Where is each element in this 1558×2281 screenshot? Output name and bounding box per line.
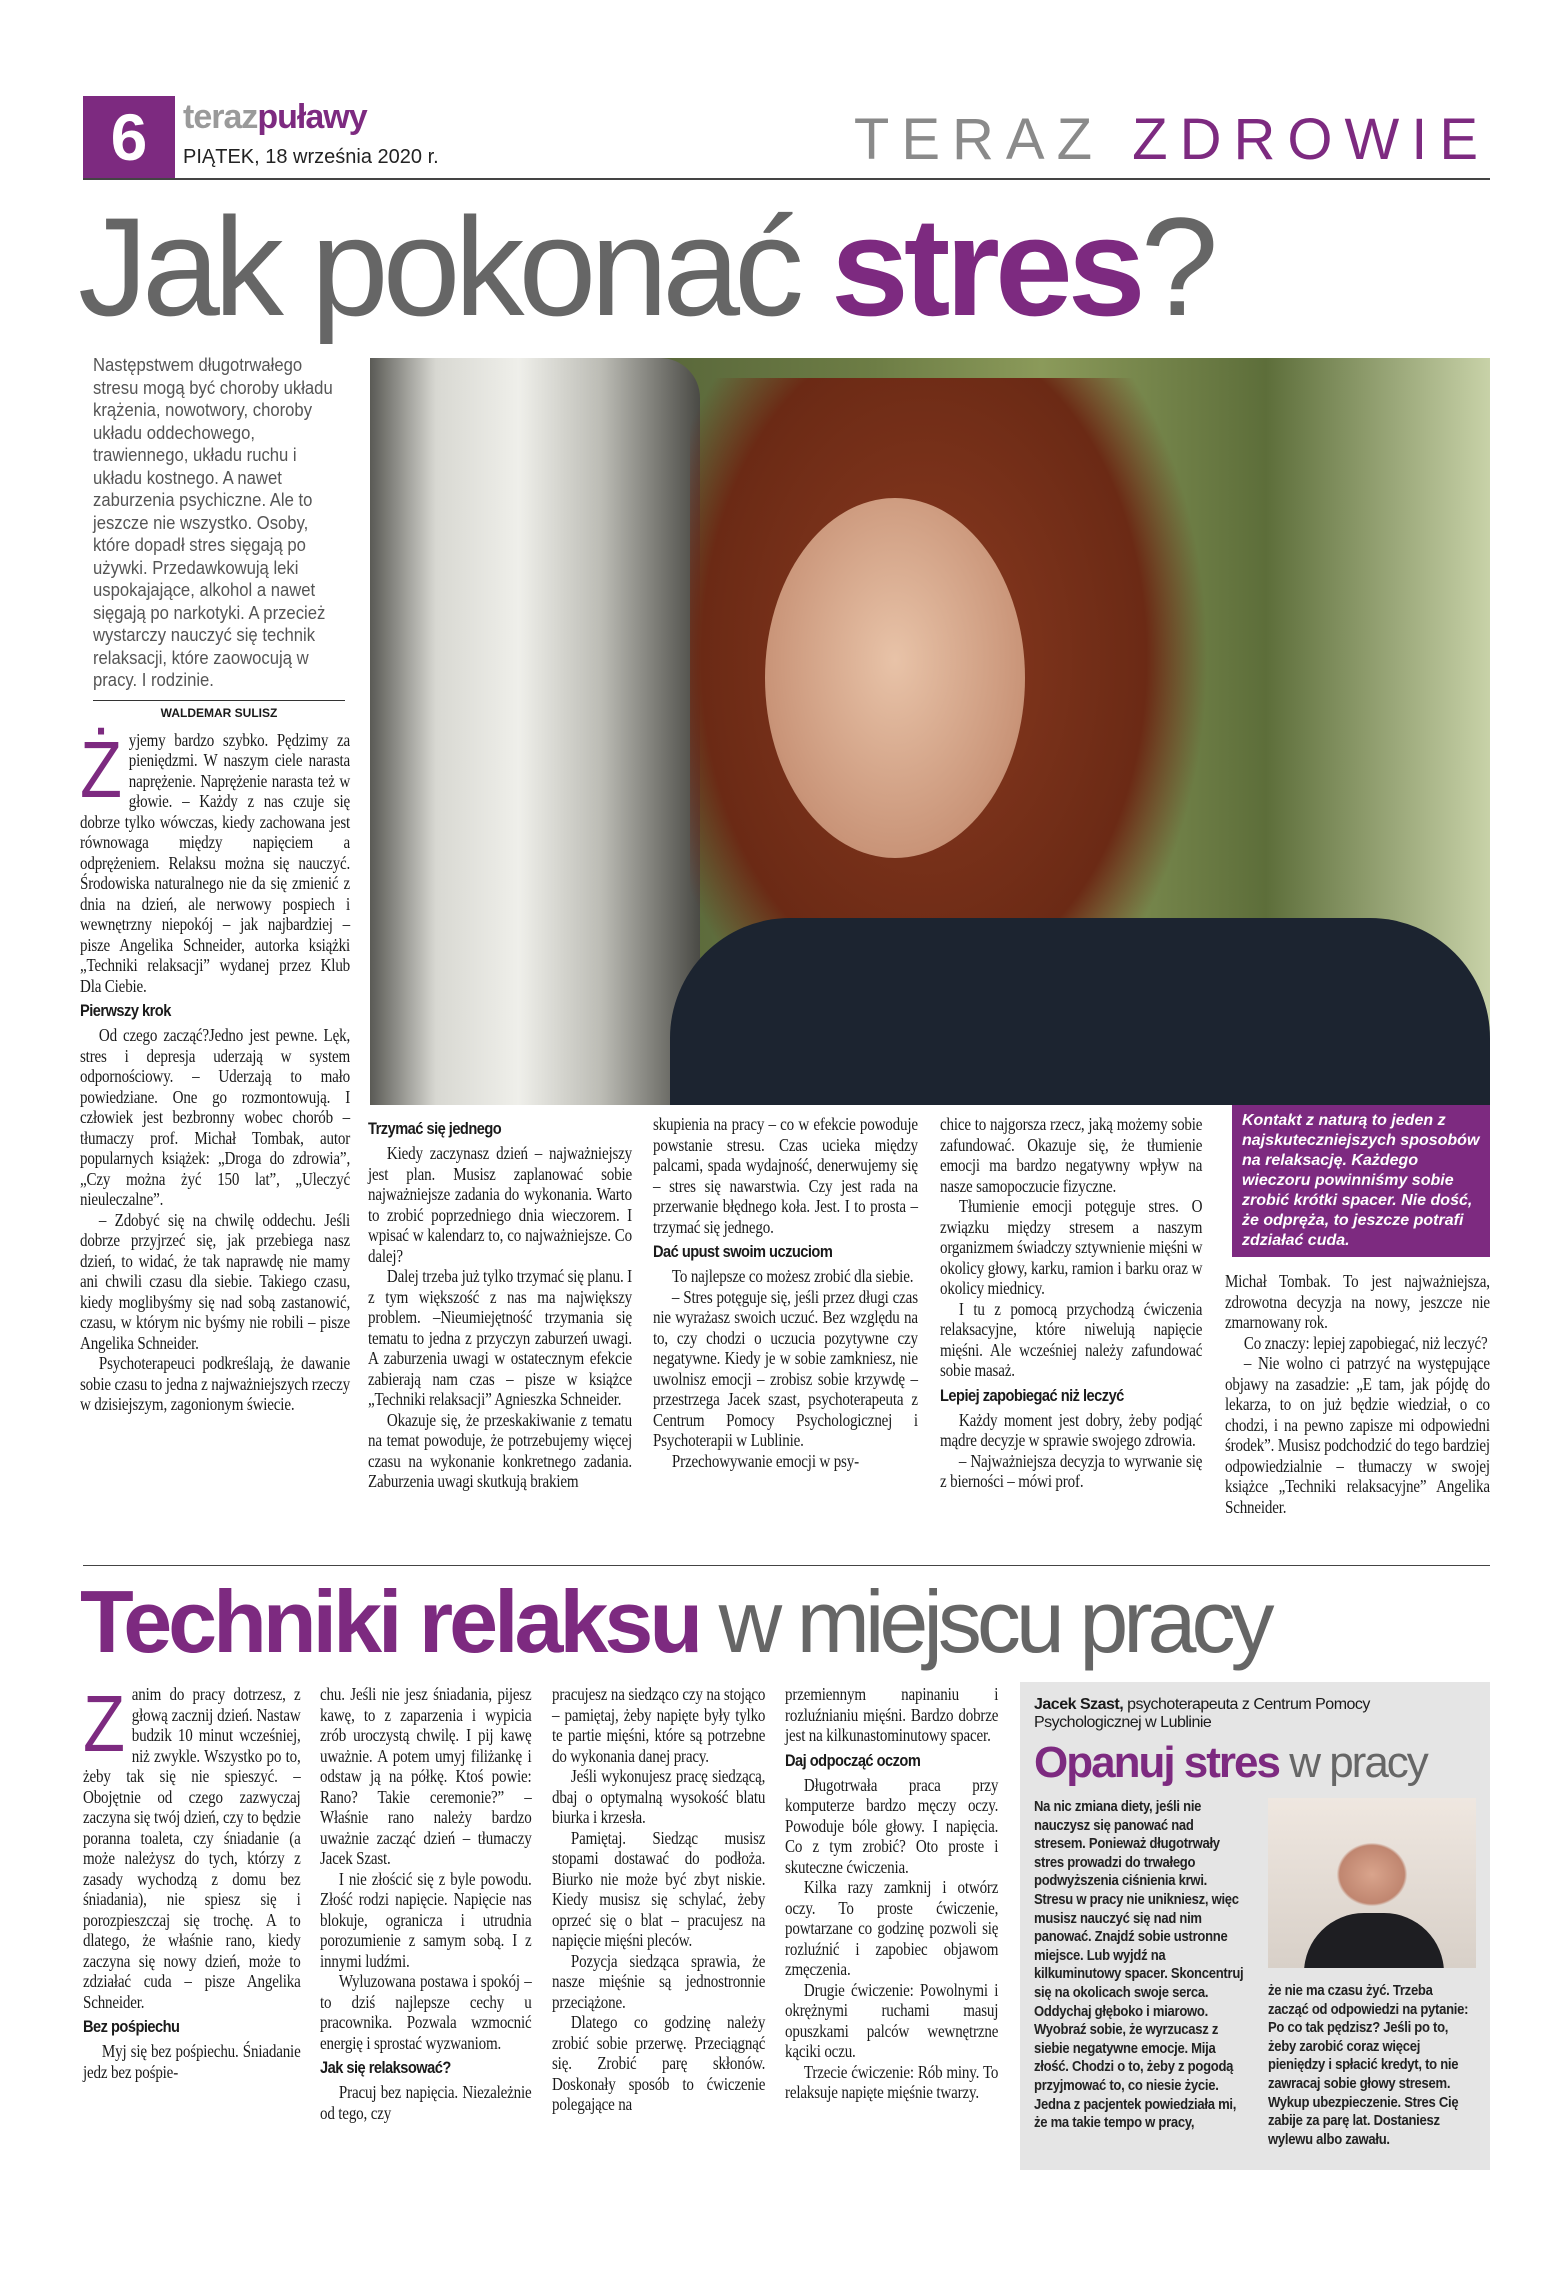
article2-column-4 xyxy=(785,1684,998,2103)
paragraph xyxy=(320,1869,532,1972)
article2-column-2 xyxy=(320,1684,532,2123)
text: Tłumienie emocji potęguje stres. O związku między stresem a naszym organizmem świadczy sztywnienie mięśni w okolicy głowy, karku, ramion i barku oraz w okolicy miednicy. xyxy=(940,1196,1203,1298)
sidebar-body xyxy=(1034,1798,1476,2149)
paragraph xyxy=(80,724,351,997)
paragraph xyxy=(940,1451,1202,1492)
article-column-5 xyxy=(1225,1271,1490,1517)
text: skupienia na pracy – co w efekcie powoduje powstanie stresu. Czas ucieka między palcami, spada wydajność, denerwujemy się – stres się nawarstwia. Czy jest rada na przerwanie błędnego koła. Jest. I to prosta – trzymać się jednego. xyxy=(653,1114,918,1237)
page-number: 6 xyxy=(83,96,175,178)
sidebar-title-keyword: Opanuj stres xyxy=(1034,1738,1279,1787)
paragraph xyxy=(940,1114,1202,1196)
expert-portrait xyxy=(1268,1798,1476,1968)
text: Psychoterapeuci podkreślają, że dawanie sobie czasu to jedna z najważniejszych rzeczy w dzisiejszym, zagonionym świecie. xyxy=(80,1353,351,1414)
text: Przechowywanie emocji w psy- xyxy=(671,1450,859,1471)
subheading xyxy=(940,1386,1202,1406)
text: Jeśli wykonujesz pracę siedzącą, dbaj o optymalną wysokość blatu biurka i krzesła. xyxy=(552,1766,766,1827)
paragraph xyxy=(1225,1271,1490,1333)
right-column xyxy=(1225,1105,1490,1517)
paragraph xyxy=(552,1766,765,1828)
second-headline xyxy=(80,1574,1270,1670)
drop-cap: Ż xyxy=(80,724,122,814)
text: – Stres potęguje się, jeśli przez długi czas nie wyrażasz swoich uczuć. Bez względu na to, czy chodzi o uczucia pozytywne czy negatywne. Kiedy je w sobie zamkniesz, nie uwolnisz emocji – zrobisz sobie krzywdę – przestrzega Jacek szast, psychoterapeuta z Centrum Pomocy Psychologicznej i Psychoterapii w Lublinie. xyxy=(653,1286,918,1450)
text: Kilka razy zamknij i otwórz oczy. To proste ćwiczenie, powtarzane co godzinę pozwoli się rozluźnić i zapobiec objawom zmęczenia. xyxy=(785,1877,999,1979)
text: Długotrwała praca przy komputerze bardzo męczy oczy. Powoduje bóle głowy. I napięcia. Co z tym zrobić? Oto proste i skuteczne ćwiczenia. xyxy=(785,1774,999,1877)
face xyxy=(765,498,1025,858)
paragraph xyxy=(552,1828,765,1951)
subheading xyxy=(80,1001,350,1021)
sidebar-title-rest: w pracy xyxy=(1278,1738,1427,1787)
second-headline-rest: w miejscu pracy xyxy=(699,1572,1270,1671)
paragraph xyxy=(785,1980,998,2062)
text: – Nie wolno ci patrzyć na występujące objawy na zasadzie: „E tam, jak pójdę do lekarza, to on już będzie wiedział, o co chodzi, i na pewno zapisze mi odpowiedni środek”. Musisz podchodzić do tego bardziej odpowiedzialnie – tłumaczy w swojej książce „Techniki relaksacyjne” Angelika Schneider. xyxy=(1225,1353,1490,1517)
text: Od czego zacząć?Jedno jest pewne. Lęk, stres i depresja uderzają w system odpornościowy. – Uderzają to mało powiedziane. One go rozmontowują. I człowiek jest bezbronny wobec chorób – tłumaczy prof. Michał Tombak, autor popularnych książek: „Droga do zdrowia”, „Czy można żyć 150 lat”, „Uleczyć nieuleczalne”. xyxy=(80,1025,351,1209)
newspaper-logo xyxy=(183,98,367,137)
sidebar-right xyxy=(1268,1798,1476,2149)
text: chice to najgorsza rzecz, jaką możemy sobie zafundować. Okazuje się, że tłumienie emocji ma bardzo negatywny wpływ na nasze samopoczucie fizyczne. xyxy=(940,1114,1203,1196)
article-photo xyxy=(370,358,1490,1105)
text: Pozycja siedząca sprawia, że nasze mięśnie są jednostronnie przeciążone. xyxy=(552,1950,766,2012)
text: Pierwszy krok xyxy=(80,1001,171,1020)
paragraph xyxy=(320,2082,532,2123)
left-column xyxy=(80,354,350,1415)
subheading xyxy=(83,2017,301,2037)
paragraph xyxy=(368,1143,632,1266)
article2-column-3 xyxy=(552,1684,765,2115)
text: Pracuj bez napięcia. Niezależnie od tego, czy xyxy=(320,2082,532,2123)
text: Drugie ćwiczenie: Powolnymi i okrężnymi ruchami masuj opuszkami palców wewnętrzne kąciki oczu. xyxy=(785,1979,999,2061)
paragraph xyxy=(940,1410,1202,1451)
sidebar-left xyxy=(1034,1798,1246,2149)
headline-part1: Jak pokonać xyxy=(78,188,831,345)
text: Dać upust swoim uczuciom xyxy=(653,1242,833,1261)
text: yjemy bardzo szybko. Pędzimy za pieniędzmi. W naszym ciele narasta naprężenie. Naprężenie narasta też w głowie. – Każdy z nas czuje się dobrze tylko wówczas, kiedy zachowana jest równowaga między napięciem a odprężeniem. Relaksu można się nauczyć. Środowiska naturalnego nie da się zmienić z dnia na dzień, ale nerwowy pospiech i wewnętrzny niepokój – jak najbardziej – pisze Angelika Schneider, autorka książki „Techniki relaksacji” wydanej przez Klub Dla Ciebie. xyxy=(80,729,351,996)
paragraph xyxy=(653,1266,918,1287)
text: – Najważniejsza decyzja to wyrwanie się z bierności – mówi prof. xyxy=(940,1450,1203,1491)
paragraph xyxy=(552,1684,765,1766)
headline-keyword: stres xyxy=(830,188,1141,345)
subheading xyxy=(320,2058,532,2078)
text: pracujesz na siedząco czy na stojąco – pamiętaj, żeby napięte były tylko te partie mięśni, które są potrzebne do wykonania danej pracy. xyxy=(552,1684,766,1766)
second-headline-keyword: Techniki relaksu xyxy=(80,1572,700,1671)
section-title xyxy=(854,106,1490,173)
text: Trzecie ćwiczenie: Rób miny. To relaksuje napięte mięśnie twarzy. xyxy=(785,2061,999,2102)
paragraph xyxy=(80,1210,350,1354)
paragraph xyxy=(368,1410,632,1492)
jacket xyxy=(1304,1913,1444,1968)
paragraph xyxy=(785,2062,998,2103)
text: przemiennym napinaniu i rozluźnianiu mięśni. Bardzo dobrze jest na kilkunastominutowy spacer. xyxy=(785,1684,999,1745)
paragraph xyxy=(653,1451,918,1472)
text: I tu z pomocą przychodzą ćwiczenia relaksacyjne, które niwelują napięcie mięśni. Ale wcześniej należy zafundować sobie masaż. xyxy=(940,1298,1203,1380)
text: To najlepsze co możesz zrobić dla siebie. xyxy=(671,1266,914,1286)
author-byline: WALDEMAR SULISZ xyxy=(93,700,345,720)
text: Dalej trzeba już tylko trzymać się planu. I z tym większość z nas ma największy problem. –Nieumiejętność trzymania się tematu to jedna z przyczyn zaburzeń uwagi. A zaburzenia uwagi w ostatecznym efekcie zabierają nam czas – pisze w książce „Techniki relaksacji” Agnieszka Schneider. xyxy=(368,1266,633,1409)
text: anim do pracy dotrzesz, z głową zacznij dzień. Nastaw budzik 10 minut wcześniej, niż zwykle. Wszystko po to, żeby tak się nie spieszyć. – Obojętnie od czego zazwyczaj zaczyna się twój dzień, czy to będzie poranna toaleta, czy śniadanie (a może należysz do tych, którzy z zasady wychodzą z domu bez śniadania), nie spiesz się i porozpieszczaj się trochę. A to dlatego, że właśnie rano, kiedy zaczyna się nowy dzień, może to zdziałać cuda – pisze Angelika Schneider. xyxy=(83,1684,301,2012)
shirt xyxy=(670,918,1490,1105)
article-column-2 xyxy=(368,1114,632,1492)
paragraph xyxy=(368,1266,632,1410)
headline-part3: ? xyxy=(1140,188,1213,345)
paragraph xyxy=(80,1025,350,1210)
paragraph xyxy=(653,1114,918,1237)
paragraph xyxy=(1225,1333,1490,1354)
logo-part1: teraz xyxy=(183,98,258,136)
subheading xyxy=(653,1242,918,1262)
drop-cap: Z xyxy=(83,1679,125,1768)
paragraph xyxy=(785,1877,998,1980)
text: Trzymać się jednego xyxy=(368,1119,502,1138)
section-divider xyxy=(83,1565,1490,1566)
expert-name: Jacek Szast, xyxy=(1034,1696,1124,1713)
text: Michał Tombak. To jest najważniejsza, zdrowotna decyzja na nowy, jeszcze nie zmarnowany rok. xyxy=(1225,1271,1490,1332)
expert-byline xyxy=(1034,1696,1476,1732)
paragraph xyxy=(653,1287,918,1451)
paragraph xyxy=(80,1353,350,1415)
paragraph xyxy=(320,1684,532,1869)
paragraph xyxy=(940,1196,1202,1299)
birch-trunk xyxy=(370,358,700,1105)
paragraph xyxy=(940,1299,1202,1381)
text: Kiedy zaczynasz dzień – najważniejszy jest plan. Musisz zaplanować sobie najważniejsze zadania do wykonania. Warto to zrobić poprzedniego dnia wieczorem. I wpisać w kalendarz to, co najważniejsze. Co dalej? xyxy=(368,1143,633,1266)
section-part2: ZDROWIE xyxy=(1132,107,1490,172)
paragraph xyxy=(83,2041,301,2082)
logo-part2: puławy xyxy=(257,98,367,136)
paragraph xyxy=(320,1971,532,2053)
expert-role: psychoterapeuta z Centrum Pomocy Psychologicznej w Lublinie xyxy=(1034,1696,1370,1731)
paragraph xyxy=(552,1951,765,2013)
article-column-1 xyxy=(80,724,351,1415)
text: Co znaczy: lepiej zapobiegać, niż leczyć? xyxy=(1243,1332,1488,1353)
text: Wyluzowana postawa i spokój – to dziś najlepsze cechy u pracownika. Pozwala wzmocnić energię i sprostać wyzwaniom. xyxy=(320,1971,532,2053)
text: chu. Jeśli nie jesz śniadania, pijesz kawę, to z zaparzenia i wypicia zrób uroczystą chwilę. I pij kawę uważnie. A potem umyj filiżankę i odstaw ją na półkę. Ktoś powie: Rano? Takie ceremonie?” – Właśnie rano należy bardzo uważnie zacząć dzień – tłumaczy Jacek Szast. xyxy=(320,1684,532,1868)
sidebar-title xyxy=(1034,1736,1476,1790)
header-rule xyxy=(83,178,1490,180)
paragraph xyxy=(1225,1353,1490,1517)
article2-column-1 xyxy=(83,1679,301,2082)
text: I nie złościć się z byle powodu. Złość rodzi napięcie. Napięcie nas blokuje, ogranicza i utrudnia porozumienie z samym sobą. I z innymi ludźmi. xyxy=(320,1868,532,1971)
text: Każdy moment jest dobry, żeby podjąć mądre decyzje w sprawie swojego zdrowia. xyxy=(940,1409,1203,1450)
sidebar-text-right: że nie ma czasu żyć. Trzeba zacząć od odpowiedzi na pytanie: Po co tak pędzisz? Jeśli po to, żeby zarobić coraz więcej pieniędzy i spłacić kredyt, to nie zawracaj sobie głowy stresem. Wykup ubezpieczenie. Stres Cię zabije za parę lat. Dostaniesz wylewu albo zawału. xyxy=(1268,1983,1469,2148)
text: Okazuje się, że przeskakiwanie z tematu na temat powoduje, że potrzebujemy więcej czasu na wykonanie konkretnego zadania. Zaburzenia uwagi skutkują brakiem xyxy=(368,1409,633,1491)
article-headline xyxy=(78,188,1213,345)
issue-date: PIĄTEK, 18 września 2020 r. xyxy=(183,146,439,168)
text: Myj się bez pośpiechu. Śniadanie jedz bez pośpie- xyxy=(83,2041,301,2082)
text: Jak się relaksować? xyxy=(320,2058,451,2077)
paragraph xyxy=(83,1679,301,2012)
photo-caption: Kontakt z naturą to jeden z najskuteczniejszych sposobów na relaksację. Każdego wieczoru powinniśmy sobie zrobić krótki spacer. Nie dość, że odpręża, to jeszcze potrafi zdziałać cuda. xyxy=(1232,1105,1490,1257)
paragraph xyxy=(785,1684,998,1746)
section-part1: TERAZ xyxy=(853,107,1105,172)
article-column-3 xyxy=(653,1114,918,1471)
text: – Zdobyć się na chwilę oddechu. Jeśli dobrze przyjrzeć się, jak przebiega nasz dzień, to widać, że tak naprawdę nie mamy ani chwili czasu dla siebie. Takiego czasu, kiedy moglibyśmy się nad sobą zastanowić, czasu, w którym nic byśmy nie robili – pisze Angelika Schneider. xyxy=(80,1209,351,1353)
paragraph xyxy=(785,1775,998,1878)
paragraph xyxy=(552,2012,765,2115)
expert-sidebar xyxy=(1020,1682,1490,2170)
subheading xyxy=(368,1119,632,1139)
article-lead: Następstwem długotrwałego stresu mogą być choroby układu krążenia, nowotwory, choroby układu oddechowego, trawiennego, układu ruchu i układu kostnego. A nawet zaburzenia psychiczne. Ale to jeszcze nie wszystko. Osoby, które dopadł stres sięgają po używki. Przedawkowują leki uspokajające, alkohol a nawet sięgają po narkotyki. A przecież wystarczy nauczyć się technik relaksacji, które zaowocują w pracy. I rodzinie. xyxy=(93,354,333,690)
text: Lepiej zapobiegać niż leczyć xyxy=(940,1385,1124,1405)
sidebar-text-left: Na nic zmiana diety, jeśli nie nauczysz się panować nad stresem. Ponieważ długotrwały stres prowadzi do trwałego podwyższenia ciśnienia krwi. Stresu w pracy nie unikniesz, więc musisz nauczyć się nad nim panować. Znajdź sobie ustronne miejsce. Lub wyjdź na kilkuminutowy spacer. Skoncentruj się na okolicach swoje serca. Oddychaj głęboko i miarowo. Wyobraź sobie, że wyrzucasz z siebie negatywne emocje. Mija złość. Chodzi o to, żeby z pogodą przyjmować to, co niesie życie. Jedna z pacjentek powiedziała mi, że ma takie tempo w pracy, xyxy=(1034,1799,1244,2132)
subheading xyxy=(785,1751,998,1771)
text: Pamiętaj. Siedząc musisz stopami dostawać do podłoża. Biurko nie może być zbyt niskie. Kiedy musisz się schylać, żeby oprzeć się o blat – pracujesz na napięcie mięśni pleców. xyxy=(552,1827,766,1950)
text: Bez pośpiechu xyxy=(83,2017,180,2036)
text: Dlatego co godzinę należy zrobić sobie przerwę. Przeciągnąć się. Zrobić parę skłonów. Doskonały sposób to ćwiczenie polegające na xyxy=(552,2012,766,2114)
article-column-4 xyxy=(940,1114,1202,1492)
text: Daj odpocząć oczom xyxy=(785,1750,921,1770)
